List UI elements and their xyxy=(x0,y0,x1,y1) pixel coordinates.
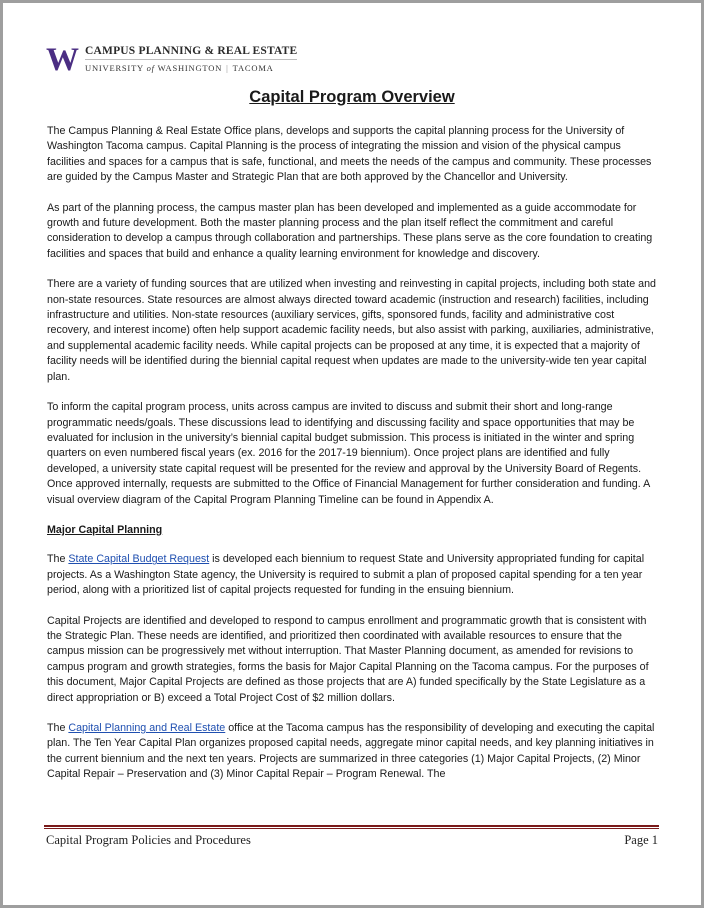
paragraph-master-plan: As part of the planning process, the campus master plan has been developed and implemented as a guide accommodate for growth and future development. Both the master planning process and the plan itself reflect the commitment and careful consideration to develop a campus through collaboration and partnerships. These plans serve as the core foundation to creating facilities and spaces that build and enhance a quality learning environment for knowledge and discovery. xyxy=(47,201,653,260)
org-sub-of: of xyxy=(146,63,155,73)
uw-logo-icon xyxy=(46,44,79,74)
page-number: Page 1 xyxy=(624,833,658,847)
paragraph-cpre-office xyxy=(47,721,659,783)
paragraph-program-process: To inform the capital program process, units across campus are invited to discuss and submit their short and long-range programmatic needs/goals. These discussions lead to identifying and discussing facility and space opportunities that may be evaluated for inclusion in the university’s biennial capital budget submission. This process is initiated in the winter and spring quarters on even numbered fiscal years (ex. 2016 for the 2017-19 biennium). Once project plans are identified and fully developed, a university state capital request will be presented for the review and approval by the University Board of Regents. Once approved internally, requests are submitted to the Office of Financial Management for further consideration and funding. A visual overview diagram of the Capital Program Planning Timeline can be found in Appendix A. xyxy=(47,401,650,506)
paragraph-state-budget xyxy=(47,552,659,598)
footer-doc-title: Capital Program Policies and Procedures xyxy=(46,833,251,847)
document-body xyxy=(47,124,659,798)
footer-rule-thin xyxy=(44,828,659,829)
org-sub-separator: | xyxy=(226,63,229,73)
text-run: office at the Tacoma campus has the responsibility of developing and executing the capital plan. The Ten Year Capital Plan organizes proposed capital needs, aggregate minor capital needs, and key planning initiatives in the current biennium and the next ten years. Projects are summarized in three categories (1) Major Capital Projects, (2) Minor Capital Repair – Preservation and (3) Minor Capital Repair – Program Renewal. The xyxy=(47,722,655,781)
org-name: CAMPUS PLANNING & REAL ESTATE xyxy=(85,45,298,57)
text-run: The xyxy=(47,553,69,566)
paragraph-capital-projects: Capital Projects are identified and developed to respond to campus enrollment and programmatic growth that is consistent with the Strategic Plan. These needs are identified, and prioritized then coordinated with available resources to ensure that the campus mission can be progressively met without interruption. That Master Planning document, as amended for revisions to campus program and growth strategies, forms the basis for Major Capital Planning on the Tacoma campus. For the purposes of this document, Major Capital Projects are defined as those projects that are A) funded specifically by the State Legislature as a direct appropriation or B) exceed a Total Project Cost of $2 million dollars. xyxy=(47,614,649,704)
page-footer xyxy=(46,833,658,848)
state-capital-budget-link[interactable]: State Capital Budget Request xyxy=(68,553,210,566)
paragraph-funding-sources: There are a variety of funding sources that are utilized when investing and reinvesting in capital projects, including both state and non-state resources. State resources are almost always directed toward academic (instruction and research) facilities, including infrastructure and utilities. Non-state resources (auxiliary services, gifts, sponsored funds, facility and administrative cost recovery, and interest income) often help support academic facility needs, but also assist with parking, auxiliaries, administrative, and supplemental academic facility needs. While capital projects can be proposed at any time, it is expected that a majority of facility needs will be identified during the biennial capital request when updates are made to the university-wide ten year capital plan. xyxy=(47,278,656,383)
paragraph-intro: The Campus Planning & Real Estate Office plans, develops and supports the capital planning process for the University of Washington Tacoma campus. Capital Planning is the process of integrating the mission and vision of the physical campus facilities and spaces for a campus that is safe, functional, and meets the needs of the campus and community. These processes are guided by the Campus Master and Strategic Plan that are both approved by the Chancellor and University. xyxy=(47,125,652,184)
svg-text:W: W xyxy=(46,44,79,74)
org-sub-washington: WASHINGTON xyxy=(157,63,223,73)
org-sub-campus: TACOMA xyxy=(232,63,274,73)
letterhead xyxy=(46,42,297,76)
org-subtitle xyxy=(85,59,297,74)
text-run: is developed each biennium to request State and University appropriated funding for capital projects. As a Washington State agency, the University is required to submit a plan of proposed capital spending for a ten year period, along with a prioritized list of capital projects requested for funding in the ensuing biennium. xyxy=(47,553,645,597)
section-heading-major-capital: Major Capital Planning xyxy=(47,523,163,536)
text-run: The xyxy=(47,722,69,734)
footer-rule xyxy=(44,825,659,827)
org-sub-university: UNIVERSITY xyxy=(85,63,144,73)
page-title: Capital Program Overview xyxy=(249,88,455,106)
capital-planning-real-estate-link[interactable]: Capital Planning and Real Estate xyxy=(68,722,226,734)
